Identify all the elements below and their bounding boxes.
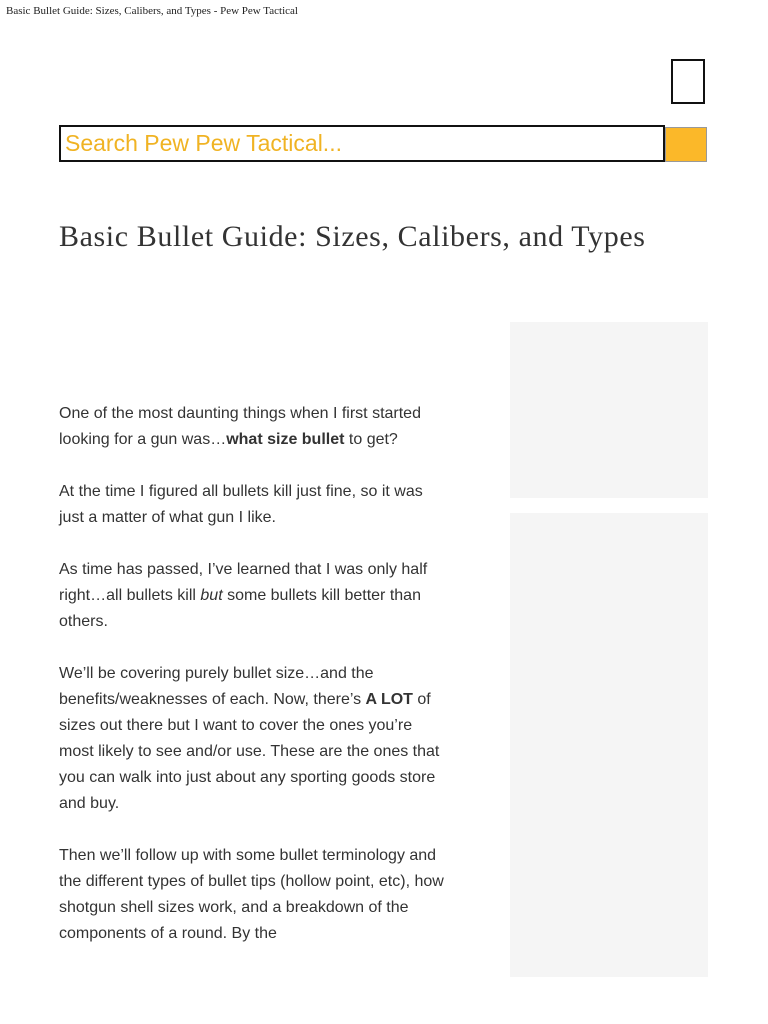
paragraph-text: As time has passed, I’ve learned that I was only half right…all bullets kill xyxy=(59,561,428,604)
article-paragraph: Then we’ll follow up with some bullet terminology and the different types of bullet tips (hollow point, etc), how shotgun shell sizes work, and a breakdown of the components of a round. By the xyxy=(59,847,444,942)
paragraph-text: We’ll be covering purely bullet size…and the benefits/weaknesses of each. Now, there’s xyxy=(59,665,374,708)
tab-title: Basic Bullet Guide: Sizes, Calibers, and Types - Pew Pew Tactical xyxy=(6,5,298,17)
italic-text: but xyxy=(200,587,223,604)
search-input[interactable] xyxy=(59,125,665,162)
paragraph-text: to get? xyxy=(344,431,398,448)
article-paragraph: At the time I figured all bullets kill just fine, so it was just a matter of what gun I like. xyxy=(59,483,423,526)
paragraph-text: of sizes out there but I want to cover the ones you’re most likely to see and/or use. These are the ones that you can walk into just about any sporting goods store and buy. xyxy=(59,691,440,812)
paragraph-text: One of the most daunting things when I first started looking for a gun was… xyxy=(59,405,421,448)
article-paragraph xyxy=(59,401,444,453)
sidebar-ad-placeholder xyxy=(510,513,708,977)
article-paragraph xyxy=(59,557,444,635)
article-body xyxy=(59,401,444,973)
page-title: Basic Bullet Guide: Sizes, Calibers, and Types xyxy=(59,220,646,253)
bold-text: A LOT xyxy=(365,691,413,708)
article-paragraph xyxy=(59,661,444,817)
search-button[interactable] xyxy=(665,127,707,162)
bold-text: what size bullet xyxy=(226,431,345,448)
sidebar-ad-placeholder xyxy=(510,322,708,498)
paragraph-text: some bullets kill better than others. xyxy=(59,587,421,630)
menu-button[interactable] xyxy=(671,59,705,104)
